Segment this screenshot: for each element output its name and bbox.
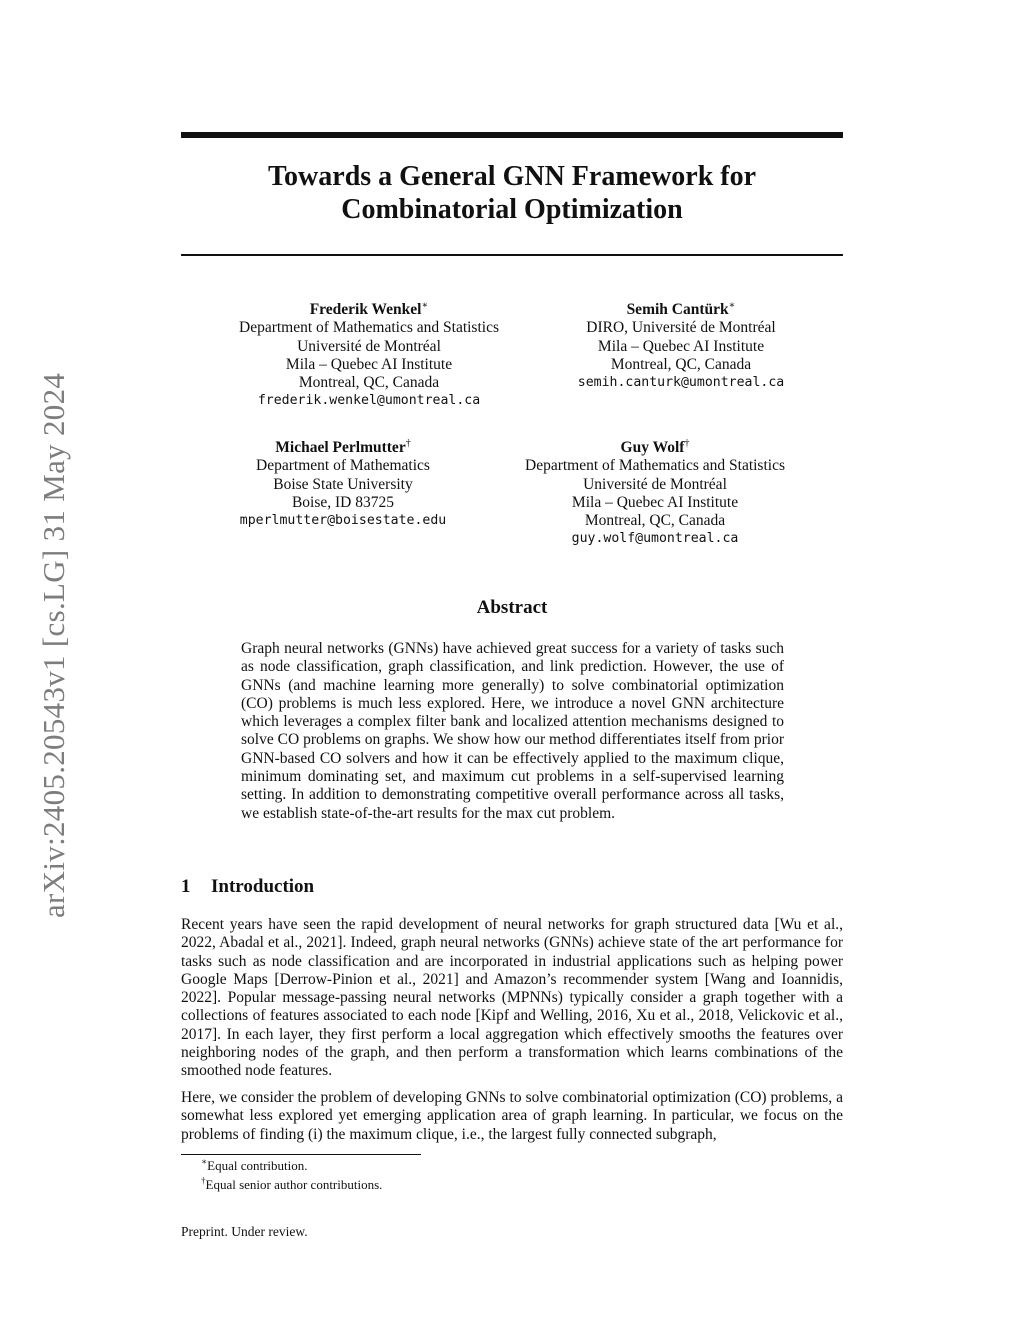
author-mark: † [684,437,690,449]
author-name: Guy Wolf [620,439,685,456]
arxiv-identifier-stamp: arXiv:2405.20543v1 [cs.LG] 31 May 2024 [36,372,71,918]
footnote-text: Equal senior author contributions. [205,1177,383,1192]
footnote-mark: † [201,1175,206,1186]
intro-paragraph-2: Here, we consider the problem of developing GNNs to solve combinatorial optimization (CO) problems, a somewhat less explored yet emerging application area of graph learning. In particular, we focus on the problems of finding (i) the maximum clique, i.e., the largest fully connected subgraph, [181,1089,843,1143]
author-mark: ∗ [421,299,429,311]
author-name: Semih Cantürk [626,301,729,318]
author-mark: † [405,437,411,449]
author-email[interactable]: mperlmutter@boisestate.edu [239,513,447,529]
affiliation-line: DIRO, Université de Montréal [586,319,776,337]
author-block-perlmutter [219,439,467,530]
title-line-2: Combinatorial Optimization [341,194,683,225]
author-mark: ∗ [728,299,736,311]
affiliation-line: Montreal, QC, Canada [610,355,752,373]
abstract-heading: Abstract [476,597,548,618]
footnote-senior-author [201,1177,382,1193]
title-top-rule [181,132,843,138]
affiliation-line: Department of Mathematics [256,457,430,475]
title-bottom-rule [181,254,843,256]
paper-title [181,160,843,226]
affiliation-line: Department of Mathematics and Statistics [525,457,785,475]
author-block-wenkel [219,301,519,411]
affiliation-line: Université de Montréal [297,337,441,355]
affiliation-line: Department of Mathematics and Statistics [239,319,499,337]
author-email[interactable]: guy.wolf@umontreal.ca [571,531,739,547]
footnote-mark: ∗ [201,1156,208,1167]
affiliation-line: Montreal, QC, Canada [298,374,440,392]
preprint-note: Preprint. Under review. [181,1224,308,1239]
footnote-rule [181,1154,421,1155]
intro-paragraph-1: Recent years have seen the rapid development of neural networks for graph structured data [Wu et al., 2022, Abadal et al., 2021]. Indeed, graph neural networks (GNNs) achieve state of the art performance for tasks such as node classification and are incorporated in industrial applications such as helping power Google Maps [Derrow-Pinion et al., 2021] and Amazon’s recommender system [Wang and Ioannidis, 2022]. Popular message-passing neural networks (MPNNs) typically consider a graph together with a collections of features associated to each node [Kipf and Welling, 2016, Xu et al., 2018, Velickovic et al., 2017]. In each layer, they first perform a local aggregation which effectively smooths the features over neighboring nodes of the graph, and then perform a transformation which learns combinations of the smoothed node features. [181,916,843,1080]
affiliation-line: Mila – Quebec AI Institute [285,355,453,373]
author-block-canturk [541,301,821,392]
author-name: Michael Perlmutter [275,439,406,456]
affiliation-line: Boise, ID 83725 [291,493,395,511]
section-number: 1 [181,876,191,897]
author-name: Frederik Wenkel [309,301,422,318]
affiliation-line: Boise State University [273,475,413,493]
section-title: Introduction [211,876,315,897]
affiliation-line: Mila – Quebec AI Institute [597,337,765,355]
affiliation-line: Mila – Quebec AI Institute [571,493,739,511]
footnote-text: Equal contribution. [207,1158,308,1173]
section-heading [181,876,314,898]
author-block-wolf [505,439,805,549]
affiliation-line: Montreal, QC, Canada [584,512,726,530]
author-email[interactable]: frederik.wenkel@umontreal.ca [257,393,481,409]
author-email[interactable]: semih.canturk@umontreal.ca [577,375,785,391]
affiliation-line: Université de Montréal [583,475,727,493]
abstract-text: Graph neural networks (GNNs) have achieved great success for a variety of tasks such as node classification, graph classification, and link prediction. However, the use of GNNs (and machine learning more generally) to solve combinatorial optimization (CO) problems is much less explored. Here, we introduce a novel GNN architecture which leverages a complex filter bank and localized attention mechanisms designed to solve CO problems on graphs. We show how our method differentiates itself from prior GNN-based CO solvers and how it can be effectively applied to the maximum clique, minimum dominating set, and maximum cut problems in a self-supervised learning setting. In addition to demonstrating competitive overall performance across all tasks, we establish state-of-the-art results for the max cut problem. [241,640,784,822]
title-line-1: Towards a General GNN Framework for [267,161,757,192]
footnote-equal-contribution [201,1158,308,1174]
